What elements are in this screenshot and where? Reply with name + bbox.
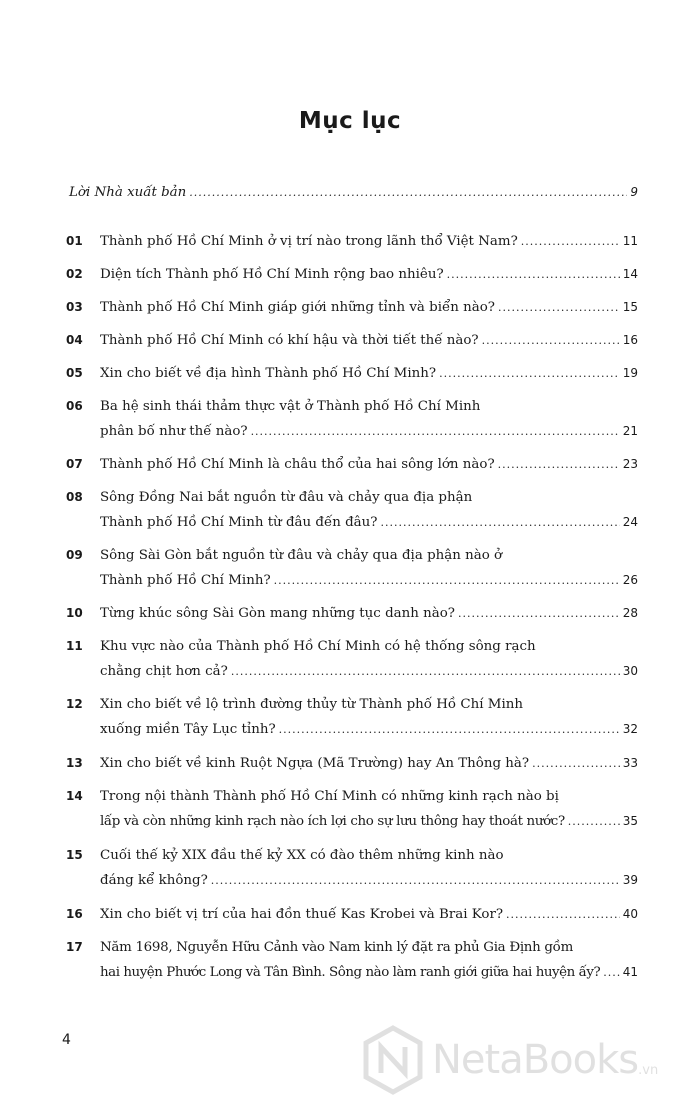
toc-entry[interactable] [66,452,638,477]
toc-page-number: 39 [622,873,638,887]
toc-entry[interactable] [66,394,638,444]
toc-entry-number: 09 [66,548,83,562]
dot-leader [498,452,620,477]
toc-entry-number: 06 [66,399,83,413]
toc-entry[interactable] [66,361,638,386]
toc-entry-number: 16 [66,907,83,921]
netabooks-logo-icon [362,1025,424,1095]
toc-entry[interactable] [66,692,638,742]
toc-page-number: 19 [622,366,638,380]
toc-entry-number: 10 [66,606,83,620]
dot-leader [458,601,620,626]
toc-entry[interactable] [66,843,638,893]
toc-entry-title: Thành phố Hồ Chí Minh có khí hậu và thời tiết thế nào? [100,333,479,348]
page-number: 4 [62,1032,71,1048]
toc-page-number: 30 [622,664,638,678]
toc-page-number: 15 [622,300,638,314]
dot-leader [279,717,620,742]
toc-entry-number: 03 [66,300,83,314]
toc-entry-title: lấp và còn những kinh rạch nào ích lợi cho sự lưu thông hay thoát nước? [100,814,565,829]
toc-entry-title-line: Trong nội thành Thành phố Hồ Chí Minh có những kinh rạch nào bị [100,789,559,804]
toc-page-number: 9 [630,185,638,199]
toc-entry-title: hai huyện Phước Long và Tân Bình. Sông nào làm ranh giới giữa hai huyện ấy? [100,965,601,980]
toc-entry-number: 13 [66,756,83,770]
toc-entry[interactable] [66,295,638,320]
toc-entry-title: chằng chịt hơn cả? [100,664,228,679]
toc-page-number: 32 [622,722,638,736]
toc-entry[interactable] [66,328,638,353]
toc-entry-title-line: Ba hệ sinh thái thảm thực vật ở Thành phố Hồ Chí Minh [100,399,481,414]
toc-page-number: 33 [622,756,638,770]
toc-entry-title: Thành phố Hồ Chí Minh? [100,573,271,588]
toc-entry-title-line: Xin cho biết về lộ trình đường thủy từ Thành phố Hồ Chí Minh [100,697,523,712]
toc-page-number: 14 [622,267,638,281]
dot-leader [274,568,620,593]
toc-entry-title: đáng kể không? [100,873,208,888]
dot-leader [498,295,620,320]
toc-entry-number: 04 [66,333,83,347]
toc-page-number: 23 [622,457,638,471]
dot-leader [231,659,620,684]
toc-page-number: 41 [622,965,638,979]
toc-entry[interactable] [66,262,638,287]
toc-entry-preface[interactable] [66,180,638,205]
page-title: Mục lục [298,108,402,134]
dot-leader [251,419,620,444]
toc-entry[interactable] [66,229,638,254]
toc-page-number: 11 [622,234,638,248]
toc-entry-title: Xin cho biết vị trí của hai đồn thuế Kas Krobei và Brai Kor? [100,907,504,922]
toc-page-number: 28 [622,606,638,620]
watermark-brand: NetaBooks [432,1037,639,1083]
toc-entry-title: phân bố như thế nào? [100,424,248,439]
toc-page-number: 40 [622,907,638,921]
toc-entry-number: 08 [66,490,83,504]
toc-entry-title-line: Khu vực nào của Thành phố Hồ Chí Minh có hệ thống sông rạch [100,639,536,654]
dot-leader [189,180,627,205]
toc-entry-title-line: Sông Đồng Nai bắt nguồn từ đâu và chảy qua địa phận [100,490,473,505]
toc-entry-title: Thành phố Hồ Chí Minh là châu thổ của hai sông lớn nào? [100,457,495,472]
watermark-suffix: .vn [638,1063,659,1078]
dot-leader [211,868,620,893]
toc-entry[interactable] [66,543,638,593]
dot-leader [447,262,620,287]
toc-entry-title: Từng khúc sông Sài Gòn mang những tục danh nào? [100,606,455,621]
toc-entry-title: Xin cho biết về kinh Ruột Ngựa (Mã Trường) hay An Thông hà? [100,756,530,771]
toc-page-number: 16 [622,333,638,347]
toc-entry-number: 01 [66,234,83,248]
toc-entry[interactable] [66,784,638,834]
toc-page-number: 24 [622,515,638,529]
dot-leader [506,902,620,927]
toc-page-number: 35 [622,814,638,828]
toc-entry-title: Thành phố Hồ Chí Minh từ đâu đến đâu? [100,515,378,530]
toc-entry[interactable] [66,485,638,535]
toc-entry[interactable] [66,751,638,776]
toc-entry-title: Thành phố Hồ Chí Minh ở vị trí nào trong lãnh thổ Việt Nam? [100,234,518,249]
toc-entry-title: Diện tích Thành phố Hồ Chí Minh rộng bao nhiêu? [100,267,444,282]
toc-entry[interactable] [66,601,638,626]
watermark [362,1020,692,1100]
toc-entry-number: 07 [66,457,83,471]
toc-entry[interactable] [66,634,638,684]
toc-page-number: 26 [622,573,638,587]
toc-entry-title: Xin cho biết về địa hình Thành phố Hồ Chí Minh? [100,366,437,381]
dot-leader [380,510,619,535]
toc-entry[interactable] [66,935,638,985]
toc-entry-number: 02 [66,267,83,281]
toc-entry-title-line: Sông Sài Gòn bắt nguồn từ đâu và chảy qua địa phận nào ở [100,548,503,563]
toc-entry-title-line: Cuối thế kỷ XIX đầu thế kỷ XX có đào thêm những kinh nào [100,848,504,863]
toc-entry-number: 15 [66,848,83,862]
toc-entry-number: 05 [66,366,83,380]
dot-leader [521,229,620,254]
toc-page-number: 21 [622,424,638,438]
toc-entry-number: 14 [66,789,83,803]
toc-entry-title: Lời Nhà xuất bản [69,185,187,200]
dot-leader [568,809,620,834]
toc-entry-title: Thành phố Hồ Chí Minh giáp giới những tỉnh và biển nào? [100,300,495,315]
toc-entry-number: 17 [66,940,83,954]
toc-entry-number: 11 [66,639,83,653]
dot-leader [603,960,620,985]
toc-entry[interactable] [66,902,638,927]
dot-leader [439,361,620,386]
dot-leader [532,751,620,776]
toc-entry-title: xuống miền Tây Lục tỉnh? [100,722,276,737]
toc-entry-title-line: Năm 1698, Nguyễn Hữu Cảnh vào Nam kinh lý đặt ra phủ Gia Định gồm [100,940,573,955]
dot-leader [482,328,620,353]
toc-entry-number: 12 [66,697,83,711]
